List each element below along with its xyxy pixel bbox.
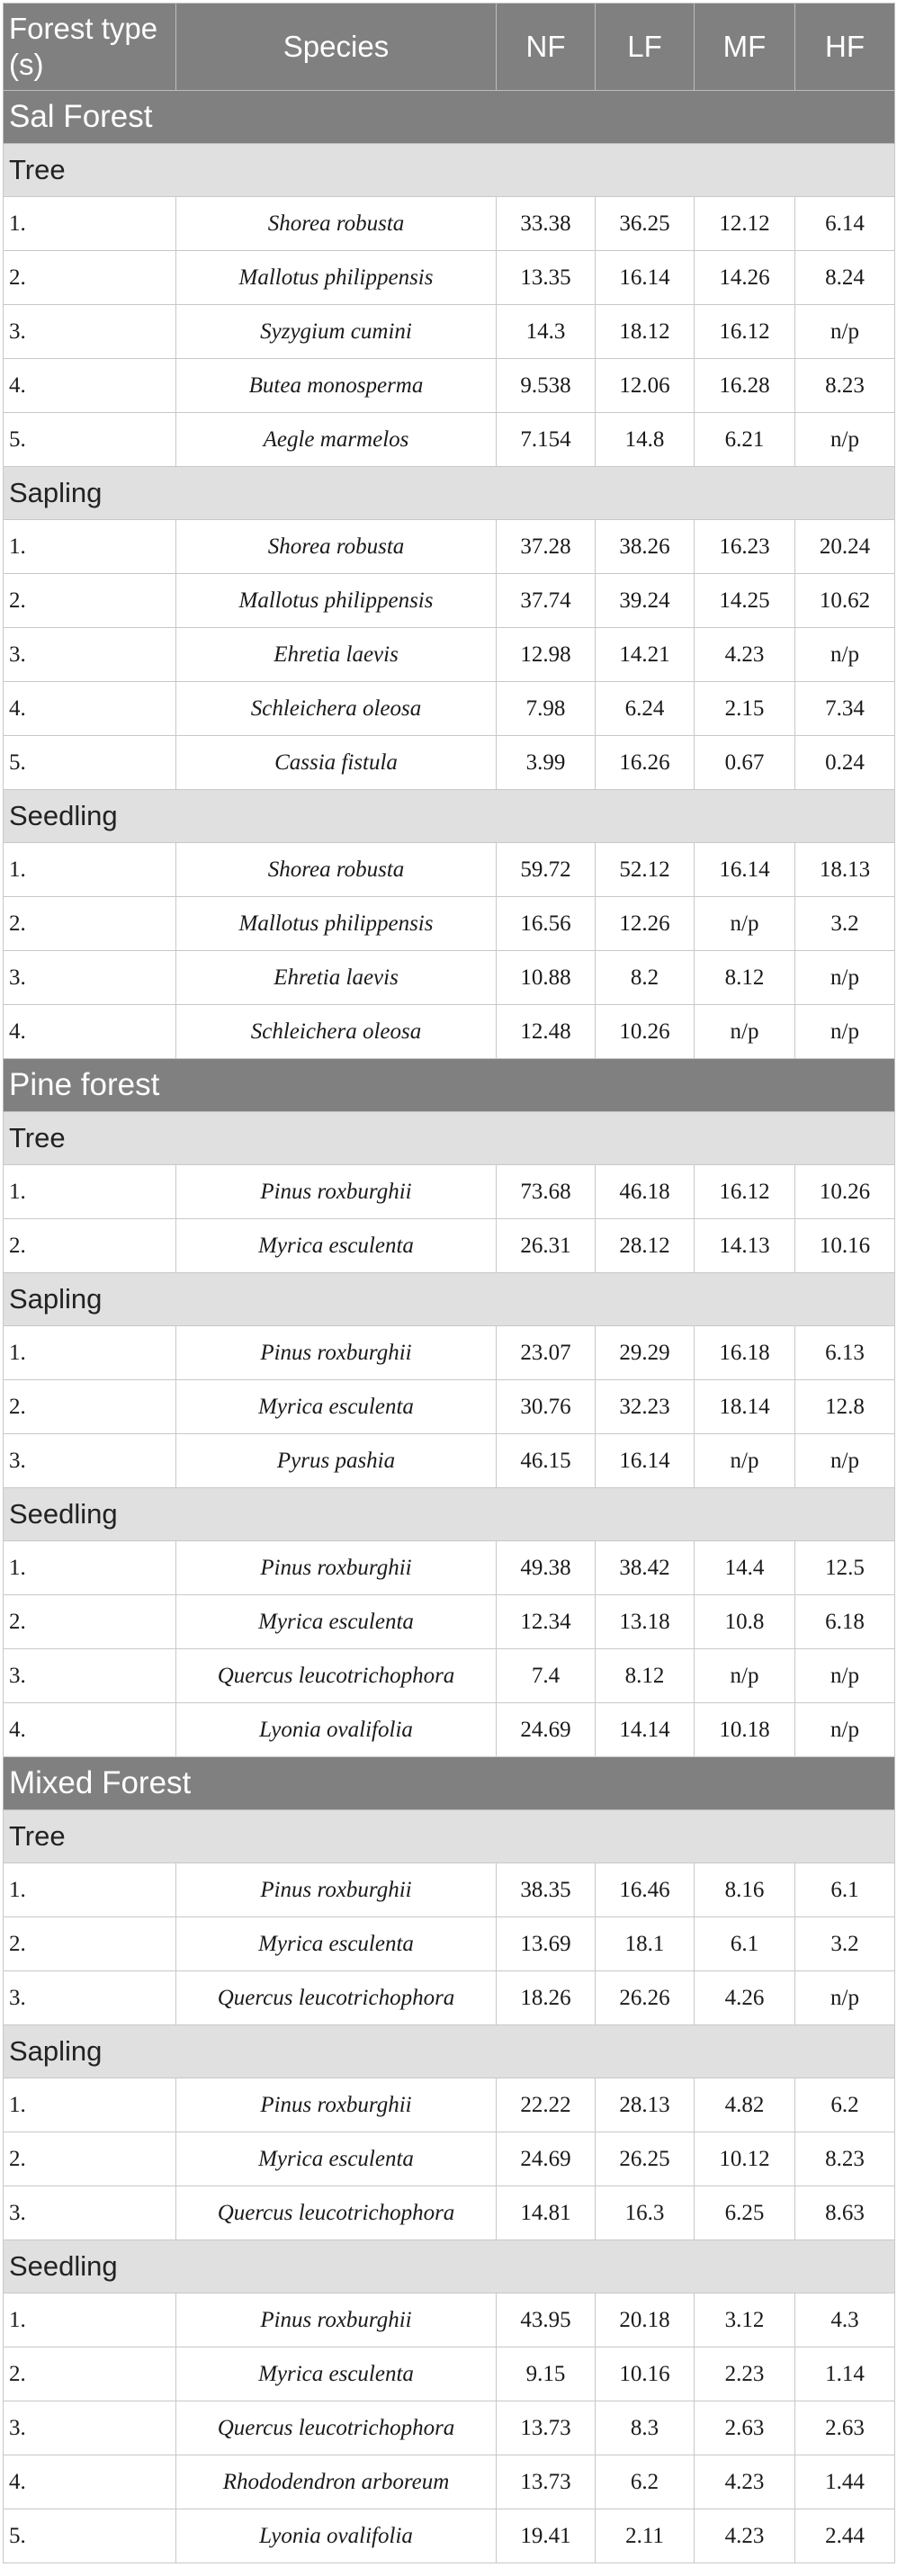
forest-group-label: Pine forest [4,1059,895,1112]
hf-value: n/p [795,305,895,359]
growth-stage-label: Seedling [4,790,895,843]
mf-value: 8.12 [695,951,795,1005]
forest-group-row [4,1059,895,1112]
nf-value: 24.69 [497,2132,596,2186]
mf-value: 6.25 [695,2186,795,2240]
lf-value: 8.3 [596,2401,695,2455]
growth-stage-label: Seedling [4,1488,895,1541]
row-index: 3. [4,1971,176,2025]
row-index: 4. [4,1703,176,1757]
nf-value: 19.41 [497,2509,596,2563]
table-row [4,574,895,628]
hf-value: 20.24 [795,520,895,574]
lf-value: 26.26 [596,1971,695,2025]
growth-stage-row [4,790,895,843]
mf-value: 6.21 [695,413,795,467]
species-name: Mallotus philippensis [176,251,497,305]
species-name: Pinus roxburghii [176,1165,497,1219]
hf-value: n/p [795,1649,895,1703]
row-index: 5. [4,736,176,790]
nf-value: 12.48 [497,1005,596,1059]
mf-value: 6.1 [695,1917,795,1971]
growth-stage-row [4,1112,895,1165]
row-index: 1. [4,520,176,574]
nf-value: 13.73 [497,2455,596,2509]
row-index: 2. [4,2132,176,2186]
hf-value: 8.23 [795,2132,895,2186]
table-row [4,2455,895,2509]
nf-value: 49.38 [497,1541,596,1595]
row-index: 4. [4,359,176,413]
growth-stage-row [4,467,895,520]
row-index: 1. [4,1165,176,1219]
row-index: 3. [4,1649,176,1703]
table-row [4,628,895,682]
table-row [4,1380,895,1434]
species-name: Shorea robusta [176,520,497,574]
row-index: 3. [4,2186,176,2240]
row-index: 3. [4,1434,176,1488]
row-index: 2. [4,1917,176,1971]
hf-value: n/p [795,1005,895,1059]
hf-value: 12.8 [795,1380,895,1434]
lf-value: 38.42 [596,1541,695,1595]
table-row [4,197,895,251]
growth-stage-row [4,1273,895,1326]
species-name: Pinus roxburghii [176,2293,497,2347]
growth-stage-row [4,144,895,197]
species-name: Myrica esculenta [176,1917,497,1971]
mf-value: n/p [695,1005,795,1059]
table-row [4,2186,895,2240]
mf-value: 18.14 [695,1380,795,1434]
lf-value: 10.16 [596,2347,695,2401]
nf-value: 9.538 [497,359,596,413]
mf-value: 4.23 [695,628,795,682]
growth-stage-label: Sapling [4,2025,895,2078]
hf-value: n/p [795,413,895,467]
mf-value: 16.23 [695,520,795,574]
table-row [4,1649,895,1703]
row-index: 1. [4,1326,176,1380]
forest-group-row [4,91,895,144]
species-name: Quercus leucotrichophora [176,1649,497,1703]
lf-value: 28.12 [596,1219,695,1273]
hf-value: 10.62 [795,574,895,628]
lf-value: 18.12 [596,305,695,359]
nf-value: 24.69 [497,1703,596,1757]
mf-value: 10.8 [695,1595,795,1649]
lf-value: 14.8 [596,413,695,467]
header-lf: LF [596,4,695,91]
hf-value: 3.2 [795,897,895,951]
species-name: Aegle marmelos [176,413,497,467]
lf-value: 12.26 [596,897,695,951]
mf-value: 10.12 [695,2132,795,2186]
mf-value: 16.12 [695,1165,795,1219]
hf-value: n/p [795,1971,895,2025]
row-index: 2. [4,1219,176,1273]
nf-value: 13.69 [497,1917,596,1971]
header-hf: HF [795,4,895,91]
lf-value: 16.46 [596,1863,695,1917]
row-index: 5. [4,2509,176,2563]
species-name: Shorea robusta [176,843,497,897]
table-body [4,91,895,2563]
species-name: Myrica esculenta [176,1595,497,1649]
species-name: Shorea robusta [176,197,497,251]
mf-value: 16.28 [695,359,795,413]
table-row [4,1971,895,2025]
row-index: 1. [4,1863,176,1917]
mf-value: 12.12 [695,197,795,251]
table-row [4,1703,895,1757]
species-name: Lyonia ovalifolia [176,2509,497,2563]
growth-stage-label: Tree [4,144,895,197]
growth-stage-row [4,1488,895,1541]
table-row [4,2401,895,2455]
lf-value: 18.1 [596,1917,695,1971]
growth-stage-label: Seedling [4,2240,895,2293]
row-index: 1. [4,843,176,897]
table-row [4,2347,895,2401]
table-row [4,1863,895,1917]
row-index: 5. [4,413,176,467]
species-name: Mallotus philippensis [176,574,497,628]
nf-value: 22.22 [497,2078,596,2132]
table-row [4,951,895,1005]
row-index: 2. [4,574,176,628]
species-name: Pinus roxburghii [176,1326,497,1380]
table-row [4,413,895,467]
nf-value: 46.15 [497,1434,596,1488]
lf-value: 8.12 [596,1649,695,1703]
table-row [4,1541,895,1595]
lf-value: 46.18 [596,1165,695,1219]
hf-value: 6.18 [795,1595,895,1649]
species-name: Quercus leucotrichophora [176,2186,497,2240]
species-name: Myrica esculenta [176,1380,497,1434]
table-header [4,4,895,91]
table-row [4,305,895,359]
table-row [4,843,895,897]
nf-value: 73.68 [497,1165,596,1219]
mf-value: 16.14 [695,843,795,897]
lf-value: 13.18 [596,1595,695,1649]
species-name: Quercus leucotrichophora [176,2401,497,2455]
lf-value: 28.13 [596,2078,695,2132]
mf-value: 4.26 [695,1971,795,2025]
table-row [4,2078,895,2132]
row-index: 2. [4,897,176,951]
growth-stage-label: Tree [4,1810,895,1863]
nf-value: 26.31 [497,1219,596,1273]
mf-value: 14.26 [695,251,795,305]
species-name: Schleichera oleosa [176,682,497,736]
nf-value: 14.81 [497,2186,596,2240]
row-index: 1. [4,197,176,251]
lf-value: 6.2 [596,2455,695,2509]
growth-stage-row [4,2240,895,2293]
mf-value: n/p [695,1649,795,1703]
species-name: Mallotus philippensis [176,897,497,951]
species-name: Myrica esculenta [176,1219,497,1273]
table-row [4,520,895,574]
species-name: Myrica esculenta [176,2347,497,2401]
hf-value: 8.63 [795,2186,895,2240]
forest-group-row [4,1757,895,1810]
nf-value: 43.95 [497,2293,596,2347]
species-name: Rhododendron arboreum [176,2455,497,2509]
nf-value: 16.56 [497,897,596,951]
mf-value: 16.18 [695,1326,795,1380]
forest-species-table [3,3,895,2563]
hf-value: 6.2 [795,2078,895,2132]
hf-value: 12.5 [795,1541,895,1595]
lf-value: 12.06 [596,359,695,413]
hf-value: 2.44 [795,2509,895,2563]
growth-stage-label: Sapling [4,467,895,520]
nf-value: 7.98 [497,682,596,736]
species-name: Quercus leucotrichophora [176,1971,497,2025]
header-forest-type: Forest type (s) [4,4,176,91]
row-index: 1. [4,1541,176,1595]
mf-value: 4.23 [695,2509,795,2563]
species-name: Ehretia laevis [176,951,497,1005]
hf-value: n/p [795,628,895,682]
table-row [4,2509,895,2563]
table-row [4,1005,895,1059]
nf-value: 37.74 [497,574,596,628]
nf-value: 59.72 [497,843,596,897]
header-nf: NF [497,4,596,91]
lf-value: 52.12 [596,843,695,897]
row-index: 3. [4,2401,176,2455]
lf-value: 38.26 [596,520,695,574]
header-mf: MF [695,4,795,91]
mf-value: 8.16 [695,1863,795,1917]
growth-stage-label: Sapling [4,1273,895,1326]
lf-value: 16.3 [596,2186,695,2240]
hf-value: 1.14 [795,2347,895,2401]
species-name: Pinus roxburghii [176,1863,497,1917]
mf-value: 2.63 [695,2401,795,2455]
lf-value: 16.14 [596,1434,695,1488]
nf-value: 7.154 [497,413,596,467]
table-row [4,1165,895,1219]
lf-value: 10.26 [596,1005,695,1059]
forest-group-label: Sal Forest [4,91,895,144]
lf-value: 26.25 [596,2132,695,2186]
table-row [4,897,895,951]
lf-value: 14.21 [596,628,695,682]
nf-value: 37.28 [497,520,596,574]
table-row [4,682,895,736]
nf-value: 14.3 [497,305,596,359]
hf-value: 8.23 [795,359,895,413]
mf-value: 2.23 [695,2347,795,2401]
mf-value: 4.82 [695,2078,795,2132]
row-index: 1. [4,2293,176,2347]
nf-value: 18.26 [497,1971,596,2025]
lf-value: 29.29 [596,1326,695,1380]
row-index: 2. [4,1595,176,1649]
mf-value: 2.15 [695,682,795,736]
table-row [4,1326,895,1380]
species-name: Pinus roxburghii [176,1541,497,1595]
nf-value: 13.35 [497,251,596,305]
mf-value: 14.4 [695,1541,795,1595]
header-species: Species [176,4,497,91]
growth-stage-row [4,1810,895,1863]
species-name: Butea monosperma [176,359,497,413]
nf-value: 12.98 [497,628,596,682]
species-name: Lyonia ovalifolia [176,1703,497,1757]
hf-value: 7.34 [795,682,895,736]
lf-value: 14.14 [596,1703,695,1757]
mf-value: 10.18 [695,1703,795,1757]
hf-value: 6.14 [795,197,895,251]
table-row [4,359,895,413]
lf-value: 16.14 [596,251,695,305]
hf-value: 6.13 [795,1326,895,1380]
lf-value: 36.25 [596,197,695,251]
row-index: 2. [4,1380,176,1434]
mf-value: 4.23 [695,2455,795,2509]
row-index: 2. [4,251,176,305]
hf-value: 4.3 [795,2293,895,2347]
table-row [4,2293,895,2347]
species-name: Ehretia laevis [176,628,497,682]
lf-value: 8.2 [596,951,695,1005]
lf-value: 6.24 [596,682,695,736]
mf-value: 16.12 [695,305,795,359]
row-index: 2. [4,2347,176,2401]
hf-value: n/p [795,951,895,1005]
hf-value: 10.26 [795,1165,895,1219]
species-name: Myrica esculenta [176,2132,497,2186]
mf-value: 0.67 [695,736,795,790]
nf-value: 38.35 [497,1863,596,1917]
nf-value: 13.73 [497,2401,596,2455]
lf-value: 16.26 [596,736,695,790]
nf-value: 23.07 [497,1326,596,1380]
nf-value: 7.4 [497,1649,596,1703]
lf-value: 20.18 [596,2293,695,2347]
species-name: Pinus roxburghii [176,2078,497,2132]
hf-value: 10.16 [795,1219,895,1273]
hf-value: 8.24 [795,251,895,305]
hf-value: 6.1 [795,1863,895,1917]
nf-value: 3.99 [497,736,596,790]
row-index: 3. [4,951,176,1005]
hf-value: 18.13 [795,843,895,897]
table-row [4,1219,895,1273]
mf-value: 3.12 [695,2293,795,2347]
header-row [4,4,895,91]
nf-value: 12.34 [497,1595,596,1649]
hf-value: n/p [795,1434,895,1488]
mf-value: n/p [695,897,795,951]
nf-value: 33.38 [497,197,596,251]
nf-value: 9.15 [497,2347,596,2401]
row-index: 4. [4,1005,176,1059]
row-index: 4. [4,2455,176,2509]
forest-group-label: Mixed Forest [4,1757,895,1810]
species-name: Syzygium cumini [176,305,497,359]
row-index: 1. [4,2078,176,2132]
table-row [4,1434,895,1488]
nf-value: 10.88 [497,951,596,1005]
hf-value: 2.63 [795,2401,895,2455]
hf-value: 1.44 [795,2455,895,2509]
species-name: Cassia fistula [176,736,497,790]
row-index: 3. [4,305,176,359]
species-name: Pyrus pashia [176,1434,497,1488]
growth-stage-row [4,2025,895,2078]
lf-value: 32.23 [596,1380,695,1434]
lf-value: 39.24 [596,574,695,628]
mf-value: n/p [695,1434,795,1488]
row-index: 3. [4,628,176,682]
table-row [4,251,895,305]
species-name: Schleichera oleosa [176,1005,497,1059]
nf-value: 30.76 [497,1380,596,1434]
mf-value: 14.13 [695,1219,795,1273]
hf-value: 3.2 [795,1917,895,1971]
hf-value: 0.24 [795,736,895,790]
table-row [4,736,895,790]
row-index: 4. [4,682,176,736]
growth-stage-label: Tree [4,1112,895,1165]
mf-value: 14.25 [695,574,795,628]
lf-value: 2.11 [596,2509,695,2563]
table-row [4,1917,895,1971]
hf-value: n/p [795,1703,895,1757]
table-row [4,1595,895,1649]
table-row [4,2132,895,2186]
